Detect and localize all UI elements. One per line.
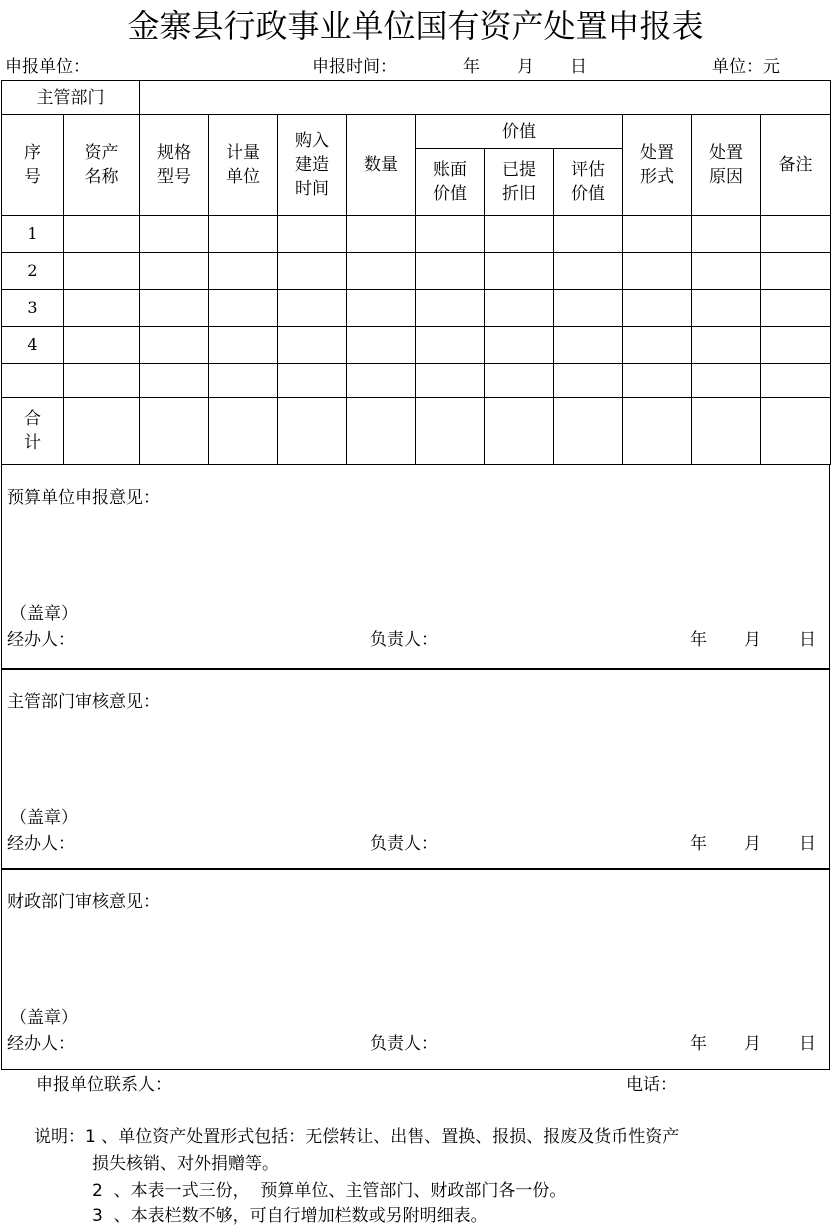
col-unit: 计量 单位 [209, 115, 278, 216]
date-year: 年 [690, 630, 707, 650]
dept-label: 主管部门 [2, 81, 140, 115]
seal-label: （盖章） [10, 808, 78, 828]
row-seq [2, 364, 64, 397]
responsible-label: 负责人： [370, 834, 438, 854]
date-month: 月 [744, 630, 761, 650]
table-row [2, 327, 831, 364]
phone-label: 电话： [626, 1075, 677, 1095]
date-day: 日 [799, 834, 816, 854]
col-value-group: 价值 [416, 115, 623, 149]
col-book-value: 账面 价值 [416, 149, 485, 215]
date-year: 年 [690, 834, 707, 854]
table-row [2, 290, 831, 327]
asset-table [1, 80, 831, 465]
date-day: 日 [799, 1034, 816, 1054]
note-line-1: 说明：1 、单位资产处置形式包括：无偿转让、出售、置换、报损、报废及货币性资产 [34, 1127, 680, 1147]
date-month: 月 [744, 834, 761, 854]
header-day: 日 [570, 57, 587, 77]
dept-review-section[interactable] [1, 668, 830, 870]
handler-label: 经办人： [7, 630, 75, 650]
row-seq: 2 [2, 252, 64, 289]
section-heading: 预算单位申报意见： [7, 488, 160, 508]
seal-label: （盖章） [10, 1008, 78, 1028]
col-disposal-form: 处置 形式 [623, 115, 692, 216]
col-remarks: 备注 [761, 115, 831, 216]
total-label: 合 计 [2, 397, 64, 464]
page-title: 金寨县行政事业单位国有资产处置申报表 [127, 7, 704, 45]
section-heading: 财政部门审核意见： [7, 892, 160, 912]
col-seq: 序 号 [2, 115, 64, 216]
time-label: 申报时间： [312, 57, 397, 77]
table-row [2, 215, 831, 252]
note-line-3: 2 、本表一式三份， 预算单位、主管部门、财政部门各一份。 [92, 1181, 567, 1201]
seal-label: （盖章） [10, 604, 78, 624]
table-total-row [2, 397, 831, 464]
col-assessed-value: 评估 价值 [554, 149, 623, 215]
unit-label: 申报单位： [5, 57, 90, 77]
responsible-label: 负责人： [370, 1034, 438, 1054]
currency-label: 单位：元 [712, 57, 780, 77]
row-seq: 4 [2, 327, 64, 364]
responsible-label: 负责人： [370, 630, 438, 650]
date-month: 月 [744, 1034, 761, 1054]
col-quantity: 数量 [347, 115, 416, 216]
handler-label: 经办人： [7, 1034, 75, 1054]
handler-label: 经办人： [7, 834, 75, 854]
note-line-2: 损失核销、对外捐赠等。 [92, 1154, 279, 1174]
col-purchase-time: 购入 建造 时间 [278, 115, 347, 216]
header-month: 月 [517, 57, 534, 77]
row-seq: 1 [2, 215, 64, 252]
table-row [2, 252, 831, 289]
col-name: 资产 名称 [64, 115, 140, 216]
row-seq: 3 [2, 290, 64, 327]
budget-unit-opinion-section[interactable] [1, 464, 830, 670]
header-year: 年 [463, 57, 480, 77]
section-heading: 主管部门审核意见： [7, 692, 160, 712]
note-line-4: 3 、本表栏数不够，可自行增加栏数或另附明细表。 [92, 1206, 488, 1226]
col-spec: 规格 型号 [140, 115, 209, 216]
finance-review-section[interactable] [1, 868, 830, 1070]
table-row [2, 364, 831, 397]
dept-value-cell[interactable] [140, 81, 831, 115]
col-depreciation: 已提 折旧 [485, 149, 554, 215]
date-year: 年 [690, 1034, 707, 1054]
contact-label: 申报单位联系人： [36, 1075, 172, 1095]
date-day: 日 [799, 630, 816, 650]
col-disposal-reason: 处置 原因 [692, 115, 761, 216]
